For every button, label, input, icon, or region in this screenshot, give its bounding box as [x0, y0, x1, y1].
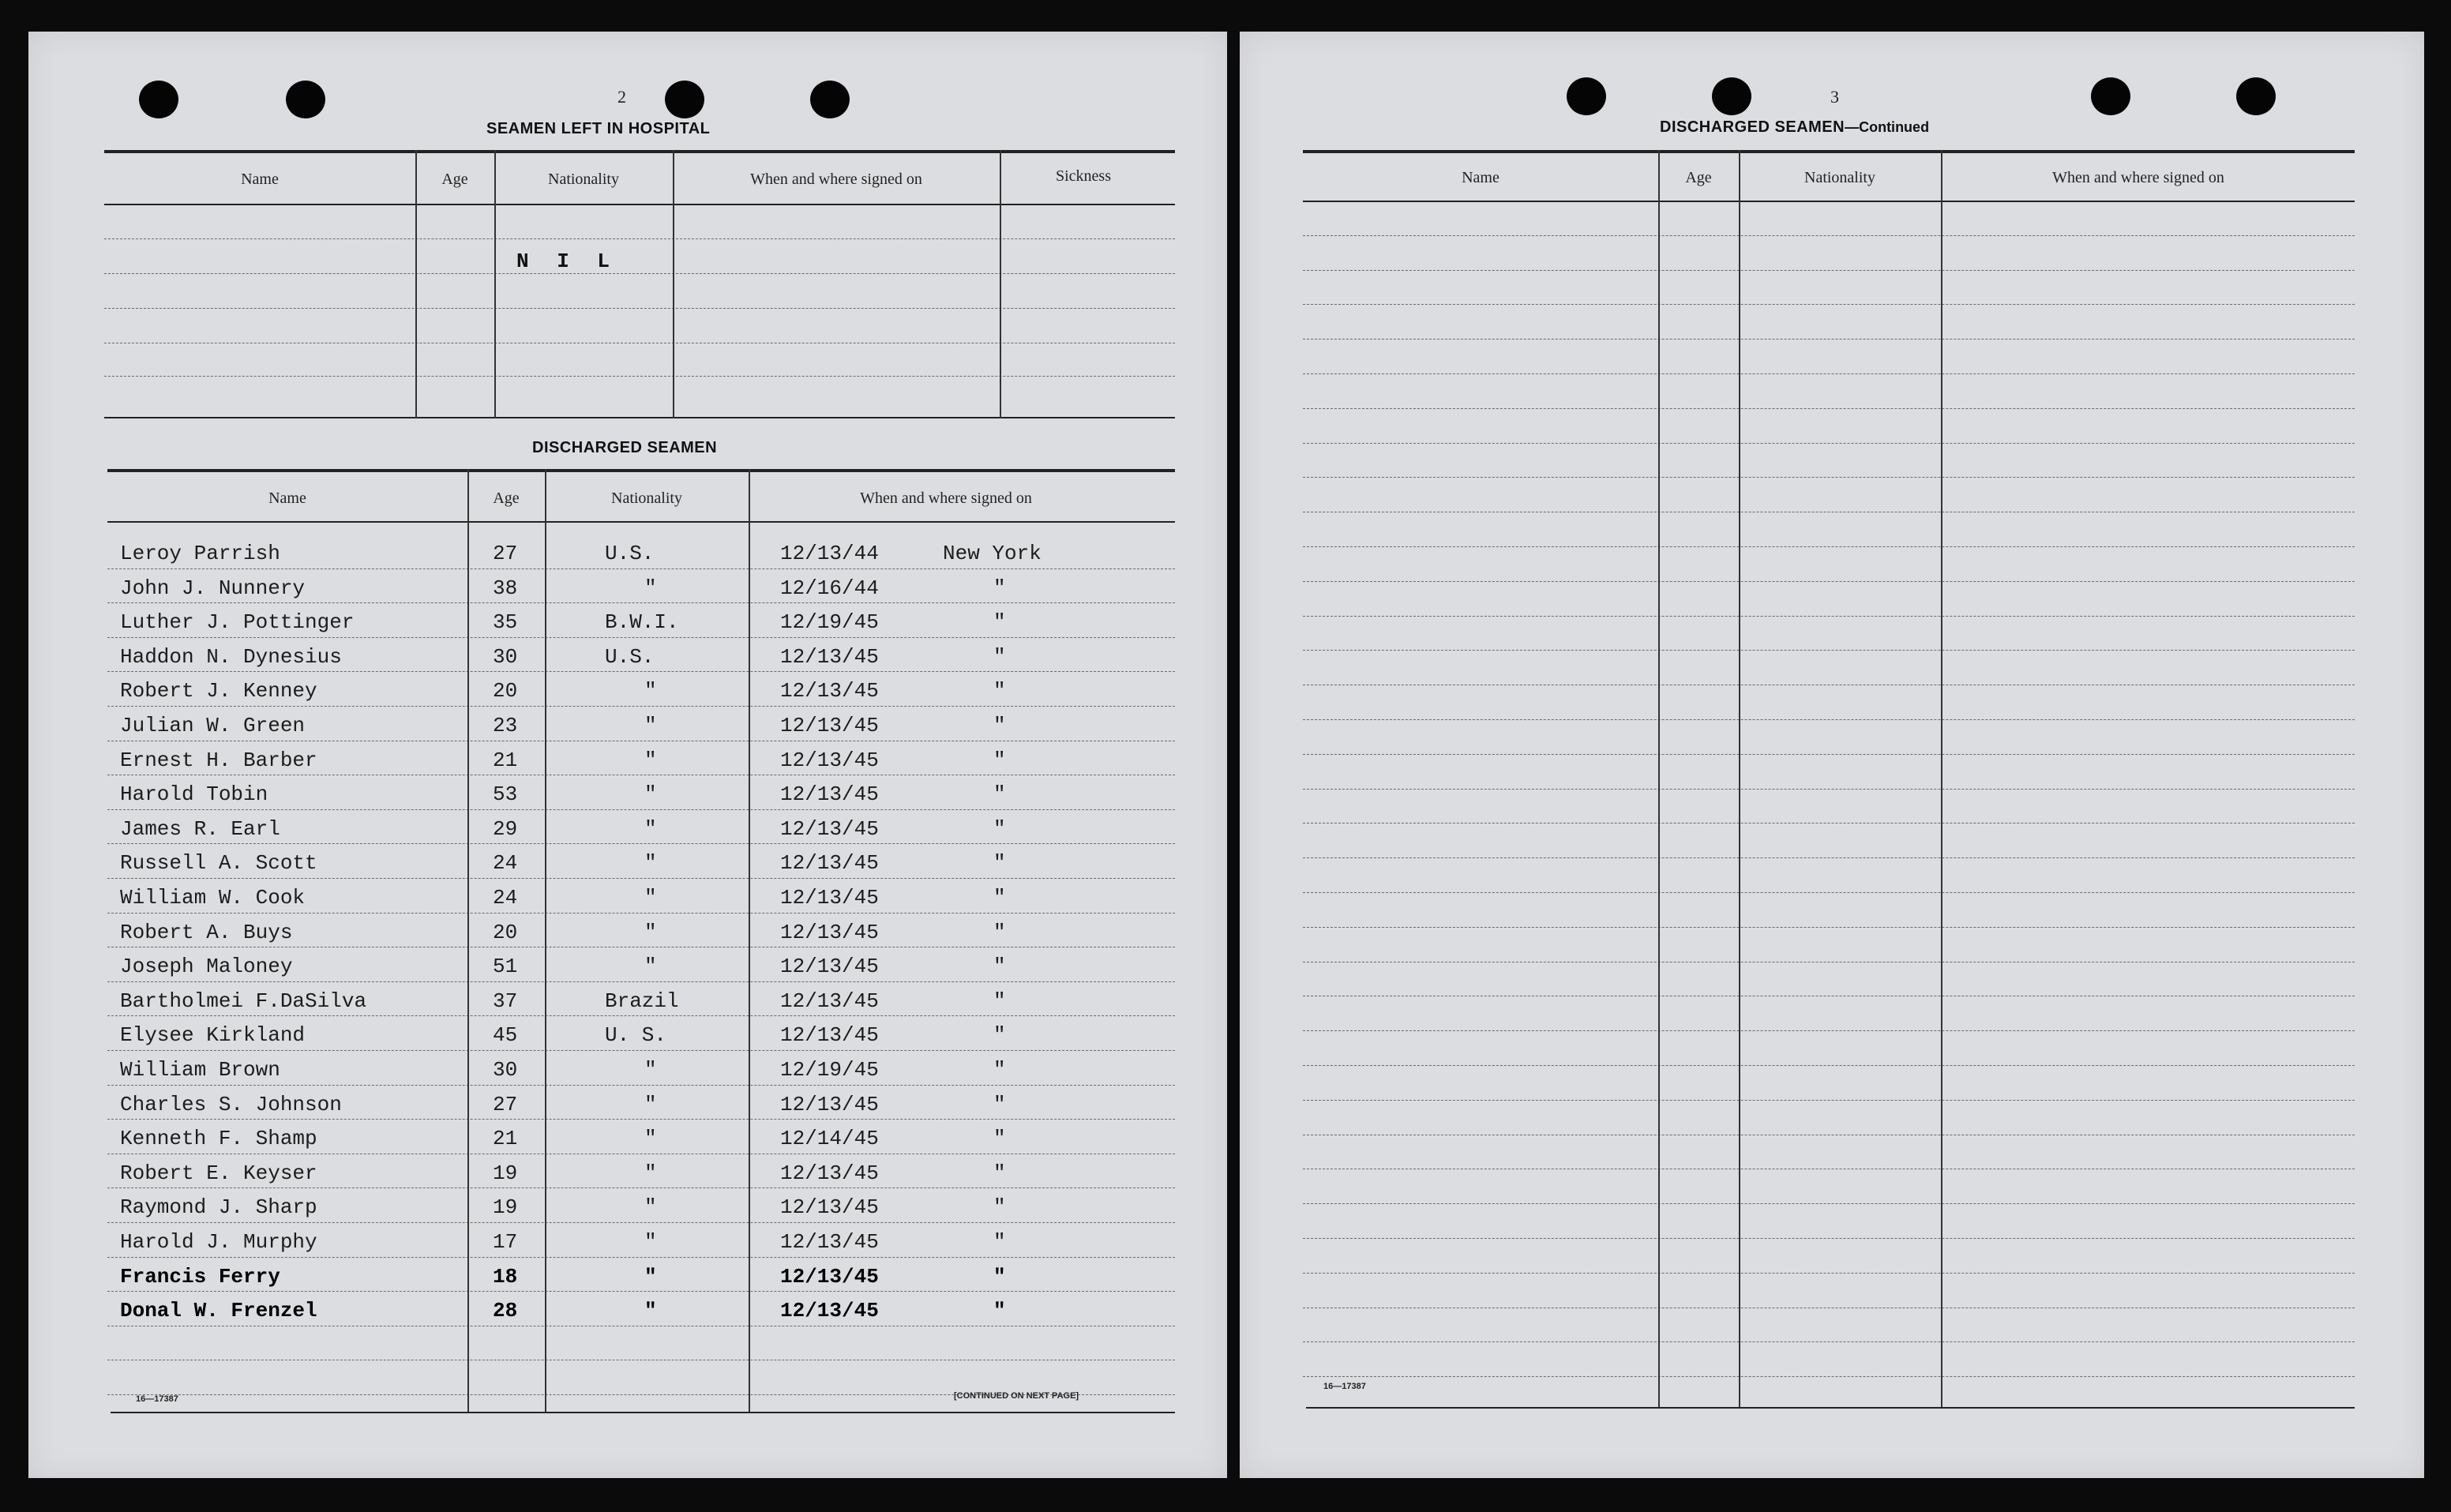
discharged-section-title: DISCHARGED SEAMEN [532, 439, 718, 456]
signed-on-place: " [993, 1058, 1006, 1082]
seaman-name: William Brown [120, 1058, 280, 1082]
row-line [1303, 857, 2355, 858]
signed-on-date: 12/13/45 [780, 921, 879, 944]
row-line [1303, 1238, 2355, 1239]
seaman-nationality: B.W.I. [605, 610, 679, 634]
seaman-name: Raymond J. Sharp [120, 1195, 317, 1219]
row-line [1303, 1273, 2355, 1274]
signed-on-date: 12/13/45 [780, 645, 879, 669]
seaman-nationality: U. S. [605, 1023, 667, 1047]
form-number: 16—17387 [136, 1394, 178, 1404]
seaman-name: Luther J. Pottinger [120, 610, 355, 634]
seaman-age: 21 [493, 1127, 518, 1150]
signed-on-date: 12/13/45 [780, 955, 879, 978]
seaman-name: Elysee Kirkland [120, 1023, 306, 1047]
form-number: 16—17387 [1323, 1382, 1366, 1391]
row-line [107, 1085, 1175, 1086]
row-line [1303, 1100, 2355, 1101]
seaman-age: 24 [493, 886, 518, 910]
signed-on-place: " [993, 1195, 1006, 1219]
row-line [107, 602, 1175, 603]
seaman-nationality: " [644, 886, 657, 910]
table-bottom-rule [111, 1412, 1175, 1413]
signed-on-place: " [993, 921, 1006, 944]
seaman-name: James R. Earl [120, 817, 280, 841]
column-header-sickness: Sickness [1056, 167, 1111, 185]
signed-on-place: " [993, 610, 1006, 634]
seaman-age: 38 [493, 576, 518, 600]
column-divider [1658, 150, 1660, 1409]
punch-hole [665, 81, 704, 118]
column-header-signed-on: When and where signed on [860, 490, 1032, 507]
signed-on-date: 12/13/45 [780, 1195, 879, 1219]
row-line [107, 637, 1175, 638]
signed-on-place: " [993, 748, 1006, 772]
column-header-signed-on: When and where signed on [750, 171, 922, 188]
seaman-nationality: " [644, 1195, 657, 1219]
seaman-age: 27 [493, 1093, 518, 1116]
signed-on-date: 12/14/45 [780, 1127, 879, 1150]
page-number: 2 [617, 87, 626, 107]
seaman-name: Donal W. Frenzel [120, 1299, 317, 1323]
left-page [28, 32, 1227, 1478]
row-line [107, 671, 1175, 672]
header-bottom-rule [107, 521, 1175, 523]
signed-on-date: 12/13/45 [780, 714, 879, 737]
punch-hole [810, 81, 850, 118]
seaman-name: Bartholmei F.DaSilva [120, 989, 367, 1013]
signed-on-place: " [993, 1023, 1006, 1047]
seaman-nationality: " [644, 679, 657, 703]
signed-on-date: 12/16/44 [780, 576, 879, 600]
signed-on-date: 12/13/45 [780, 748, 879, 772]
signed-on-date: 12/13/44 [780, 542, 879, 565]
punch-hole [139, 81, 178, 118]
row-line [107, 1015, 1175, 1016]
seaman-age: 51 [493, 955, 518, 978]
signed-on-place: " [993, 714, 1006, 737]
punch-hole [2091, 77, 2130, 115]
row-line [107, 981, 1175, 982]
seaman-nationality: U.S. [605, 645, 655, 669]
row-line [1303, 616, 2355, 617]
column-divider [1000, 150, 1001, 418]
seaman-nationality: " [644, 1058, 657, 1082]
seaman-nationality: " [644, 921, 657, 944]
seaman-nationality: " [644, 782, 657, 806]
table-bottom-rule [104, 417, 1175, 418]
seaman-age: 20 [493, 921, 518, 944]
row-line [1303, 1030, 2355, 1031]
row-line [107, 1119, 1175, 1120]
hospital-section-title: SEAMEN LEFT IN HOSPITAL [486, 120, 711, 137]
seaman-age: 29 [493, 817, 518, 841]
seaman-nationality: " [644, 851, 657, 875]
seaman-name: Julian W. Green [120, 714, 306, 737]
column-header-age: Age [1685, 169, 1712, 186]
signed-on-place: New York [943, 542, 1042, 565]
row-line [1303, 477, 2355, 478]
row-line [1303, 304, 2355, 305]
seaman-nationality: " [644, 1093, 657, 1116]
row-line [1303, 892, 2355, 893]
seaman-age: 30 [493, 645, 518, 669]
signed-on-date: 12/13/45 [780, 1093, 879, 1116]
seaman-age: 35 [493, 610, 518, 634]
header-bottom-rule [1303, 201, 2355, 202]
seaman-age: 21 [493, 748, 518, 772]
row-line [1303, 270, 2355, 271]
column-header-name: Name [1462, 169, 1500, 186]
signed-on-place: " [993, 955, 1006, 978]
seaman-age: 19 [493, 1161, 518, 1185]
column-divider [749, 469, 750, 1413]
seaman-name: Harold Tobin [120, 782, 268, 806]
row-line [104, 308, 1175, 309]
signed-on-place: " [993, 1230, 1006, 1254]
punch-hole [1567, 77, 1606, 115]
punch-hole [1712, 77, 1751, 115]
table-top-rule [104, 150, 1175, 153]
row-line [107, 843, 1175, 844]
seaman-name: Leroy Parrish [120, 542, 280, 565]
row-line [107, 1257, 1175, 1258]
signed-on-place: " [993, 1299, 1006, 1323]
seaman-age: 45 [493, 1023, 518, 1047]
punch-hole [286, 81, 325, 118]
signed-on-place: " [993, 645, 1006, 669]
signed-on-place: " [993, 1265, 1006, 1289]
signed-on-date: 12/19/45 [780, 1058, 879, 1082]
column-header-signed-on: When and where signed on [2052, 169, 2224, 186]
seaman-age: 27 [493, 542, 518, 565]
seaman-name: Harold J. Murphy [120, 1230, 317, 1254]
seaman-age: 17 [493, 1230, 518, 1254]
seaman-nationality: " [644, 1299, 657, 1323]
row-line [1303, 1065, 2355, 1066]
seaman-name: William W. Cook [120, 886, 306, 910]
signed-on-place: " [993, 782, 1006, 806]
seaman-nationality: " [644, 1230, 657, 1254]
column-divider [494, 150, 496, 418]
page-number: 3 [1830, 87, 1839, 107]
header-bottom-rule [104, 204, 1175, 205]
signed-on-place: " [993, 576, 1006, 600]
seaman-name: John J. Nunnery [120, 576, 306, 600]
hospital-nil-entry: N I L [516, 249, 618, 273]
seaman-age: 28 [493, 1299, 518, 1323]
signed-on-date: 12/13/45 [780, 886, 879, 910]
signed-on-date: 12/13/45 [780, 817, 879, 841]
column-header-name: Name [241, 171, 279, 188]
seaman-age: 23 [493, 714, 518, 737]
row-line [1303, 719, 2355, 720]
row-line [1303, 650, 2355, 651]
row-line [1303, 443, 2355, 444]
row-line [1303, 754, 2355, 755]
signed-on-date: 12/13/45 [780, 989, 879, 1013]
signed-on-date: 12/13/45 [780, 679, 879, 703]
row-line [107, 878, 1175, 879]
row-line [107, 568, 1175, 569]
seaman-name: Ernest H. Barber [120, 748, 317, 772]
seaman-age: 18 [493, 1265, 518, 1289]
continued-section-title [1660, 118, 1929, 137]
signed-on-place: " [993, 886, 1006, 910]
row-line [107, 809, 1175, 810]
row-line [1303, 1341, 2355, 1342]
row-line [1303, 1376, 2355, 1377]
seaman-name: Russell A. Scott [120, 851, 317, 875]
row-line [1303, 1203, 2355, 1204]
seaman-age: 20 [493, 679, 518, 703]
section-title-text: DISCHARGED SEAMEN [1660, 118, 1845, 136]
column-header-nationality: Nationality [548, 171, 619, 188]
row-line [107, 706, 1175, 707]
row-line [1303, 789, 2355, 790]
row-line [1303, 408, 2355, 409]
signed-on-place: " [993, 1161, 1006, 1185]
column-divider [415, 150, 417, 418]
row-line [1303, 823, 2355, 824]
table-bottom-rule [1306, 1407, 2355, 1409]
row-line [1303, 581, 2355, 582]
seaman-nationality: " [644, 1127, 657, 1150]
column-divider [673, 150, 674, 418]
seaman-nationality: " [644, 955, 657, 978]
seaman-age: 24 [493, 851, 518, 875]
signed-on-date: 12/13/45 [780, 1161, 879, 1185]
signed-on-date: 12/13/45 [780, 1023, 879, 1047]
column-divider [1941, 150, 1942, 1409]
signed-on-place: " [993, 817, 1006, 841]
seaman-name: Kenneth F. Shamp [120, 1127, 317, 1150]
seaman-nationality: " [644, 576, 657, 600]
row-line [1303, 235, 2355, 236]
seaman-nationality: " [644, 1161, 657, 1185]
seaman-age: 53 [493, 782, 518, 806]
column-divider [1739, 150, 1740, 1409]
row-line [104, 273, 1175, 274]
row-line [1303, 373, 2355, 374]
row-line [107, 1222, 1175, 1223]
row-line [1303, 927, 2355, 928]
column-header-age: Age [493, 490, 520, 507]
seaman-name: Robert J. Kenney [120, 679, 317, 703]
column-header-nationality: Nationality [611, 490, 682, 507]
seaman-name: Robert A. Buys [120, 921, 293, 944]
signed-on-place: " [993, 1093, 1006, 1116]
continued-note: [CONTINUED ON NEXT PAGE] [954, 1391, 1079, 1401]
column-divider [467, 469, 469, 1413]
seaman-name: Charles S. Johnson [120, 1093, 342, 1116]
signed-on-place: " [993, 679, 1006, 703]
signed-on-date: 12/13/45 [780, 851, 879, 875]
signed-on-date: 12/19/45 [780, 610, 879, 634]
table-top-rule [1303, 150, 2355, 153]
right-page [1240, 32, 2424, 1478]
column-header-name: Name [268, 490, 306, 507]
signed-on-date: 12/13/45 [780, 1265, 879, 1289]
seaman-age: 37 [493, 989, 518, 1013]
seaman-age: 19 [493, 1195, 518, 1219]
seaman-nationality: " [644, 714, 657, 737]
column-divider [545, 469, 546, 1413]
signed-on-date: 12/13/45 [780, 782, 879, 806]
row-line [104, 376, 1175, 377]
seaman-nationality: U.S. [605, 542, 655, 565]
row-line [107, 1291, 1175, 1292]
table-top-rule [107, 469, 1175, 472]
row-line [107, 1187, 1175, 1188]
row-line [1303, 339, 2355, 340]
signed-on-date: 12/13/45 [780, 1230, 879, 1254]
row-line [107, 1050, 1175, 1051]
signed-on-place: " [993, 1127, 1006, 1150]
seaman-name: Haddon N. Dynesius [120, 645, 342, 669]
seaman-nationality: " [644, 817, 657, 841]
seaman-nationality: Brazil [605, 989, 679, 1013]
signed-on-date: 12/13/45 [780, 1299, 879, 1323]
column-header-age: Age [441, 171, 468, 188]
signed-on-place: " [993, 989, 1006, 1013]
section-title-suffix: —Continued [1845, 119, 1930, 135]
row-line [107, 913, 1175, 914]
seaman-age: 30 [493, 1058, 518, 1082]
seaman-name: Joseph Maloney [120, 955, 293, 978]
column-header-nationality: Nationality [1804, 169, 1875, 186]
row-line [1303, 546, 2355, 547]
row-line [104, 238, 1175, 239]
seaman-name: Francis Ferry [120, 1265, 280, 1289]
signed-on-place: " [993, 851, 1006, 875]
seaman-name: Robert E. Keyser [120, 1161, 317, 1185]
seaman-nationality: " [644, 1265, 657, 1289]
punch-hole [2236, 77, 2276, 115]
seaman-nationality: " [644, 748, 657, 772]
